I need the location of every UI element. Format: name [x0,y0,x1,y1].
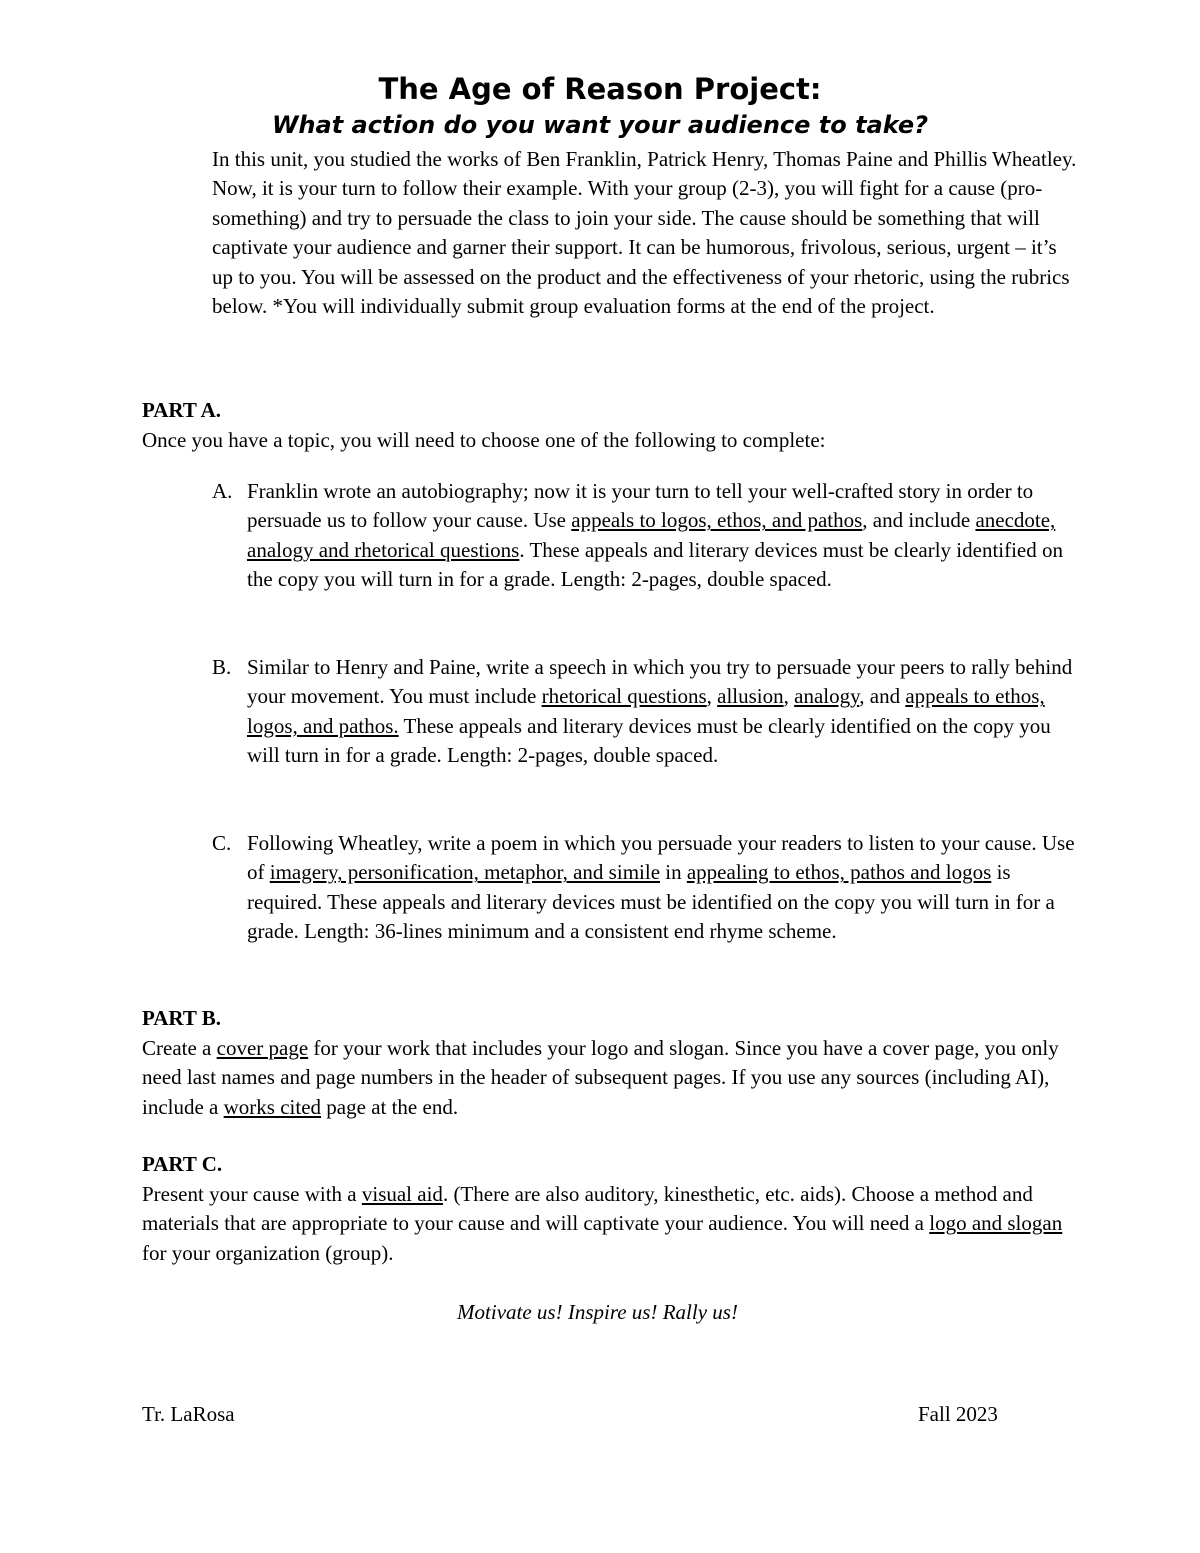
option-b-emphasis-2: allusion [717,684,784,709]
option-a-text: Franklin wrote an autobiography; now it is your turn to tell your well-crafted story in order to persuade us to follow your cause. Use appeals to logos, ethos, and pathos, and include anecdote, analogy and rhetorical questions. These appeals and literary devices must be clearly identified on the copy you will turn in for a grade. Length: 2-pages, double spaced. [247,479,1064,592]
part-b-emphasis-1: cover page [216,1036,309,1060]
part-a-lead: Once you have a topic, you will need to choose one of the following to complete: [142,428,826,452]
option-c-emphasis-1: imagery, personification, metaphor, and simile [269,860,661,885]
option-a-emphasis-1: appeals to logos, ethos, and pathos [571,508,863,533]
part-c-emphasis-2: logo and slogan [929,1211,1063,1236]
option-c-emphasis-2: appealing to ethos, pathos and logos [686,860,992,885]
part-c-text: Present your cause with a visual aid. (There are also auditory, kinesthetic, etc. aids). Choose a method and materials that are appropriate to your cause and will captivate your audience. You will need a logo and slogan for your organization (group). [142,1182,1063,1265]
page-subtitle: What action do you want your audience to take? [271,111,929,139]
part-b-emphasis-2: works cited [223,1094,322,1119]
option-b [212,653,1082,771]
part-b-text: Create a cover page for your work that includes your logo and slogan. Since you have a cover page, you only need last names and page numbers in the header of subsequent pages. If you use any sources (including AI), include a works cited page at the end. [142,1036,1059,1119]
option-b-emphasis-3: analogy [794,684,860,709]
option-b-letter: B. [212,655,232,679]
part-b-heading: PART B. [142,1006,221,1030]
part-c-heading: PART C. [142,1152,223,1176]
option-b-text: Similar to Henry and Paine, write a speech in which you try to persuade your peers to rally behind your movement. You must include rhetorical questions, allusion, analogy, and appeals to ethos, logos, and pathos. These appeals and literary devices must be clearly identified on the copy you will turn in for a grade. Length: 2-pages, double spaced. [247,655,1073,768]
option-a-letter: A. [212,479,233,503]
page-title: The Age of Reason Project: [378,72,822,106]
option-b-emphasis-1: rhetorical questions [541,684,707,709]
footer-author: Tr. LaRosa [142,1402,235,1426]
option-c-text: Following Wheatley, write a poem in which you persuade your readers to listen to your cause. Use of imagery, personification, metaphor, and simile in appealing to ethos, pathos and logos is required. These appeals and literary devices must be identified on the copy you will turn in for a grade. Length: 36-lines minimum and a consistent end rhyme scheme. [247,831,1075,944]
option-a [212,477,1082,595]
option-c-letter: C. [212,831,232,855]
motto: Motivate us! Inspire us! Rally us! [457,1300,738,1324]
option-a-emphasis-2: anecdote, analogy and rhetorical questions [247,508,1056,562]
option-c [212,829,1082,947]
option-b-emphasis-4: appeals to ethos, logos, and pathos. [247,684,1045,738]
footer-term: Fall 2023 [918,1402,998,1426]
intro-paragraph: In this unit, you studied the works of Ben Franklin, Patrick Henry, Thomas Paine and Phillis Wheatley. Now, it is your turn to follow their example. With your group (2-3), you will fight for a cause (pro-something) and try to persuade the class to join your side. The cause should be something that will captivate your audience and garner their support. It can be humorous, frivolous, serious, urgent – it’s up to you. You will be assessed on the product and the effectiveness of your rhetoric, using the rubrics below. *You will individually submit group evaluation forms at the end of the project. [212,147,1077,319]
part-a-heading: PART A. [142,398,221,422]
part-c-emphasis-1: visual aid [361,1182,443,1206]
